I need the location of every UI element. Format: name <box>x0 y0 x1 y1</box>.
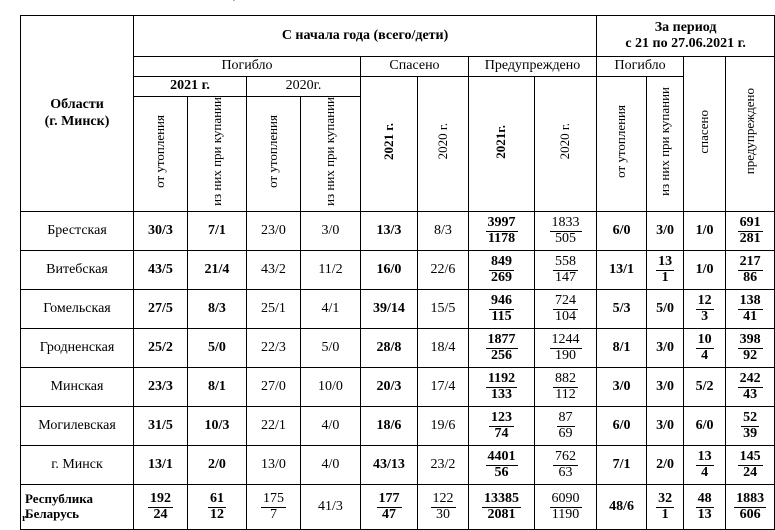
fraction <box>738 333 763 363</box>
fraction <box>486 450 518 480</box>
fraction-denominator: 74 <box>494 426 509 441</box>
period-prevented-cell <box>726 407 775 446</box>
saved-2021-cell: 28/8 <box>361 329 418 368</box>
fraction-numerator: 762 <box>555 449 577 465</box>
period-died-header: Погибло <box>597 57 684 77</box>
period-prevented-cell <box>726 368 775 407</box>
saved-2021-cell: 39/14 <box>361 290 418 329</box>
fraction-numerator: 849 <box>491 254 512 270</box>
died-2021-swim-cell: 7/1 <box>188 212 247 251</box>
died-2021-swim-cell: 5/0 <box>188 329 247 368</box>
fraction-numerator: 558 <box>555 254 577 270</box>
table-row <box>21 251 775 290</box>
period-drown-header: от утопления <box>597 77 647 212</box>
fraction <box>656 255 674 285</box>
period-saved-cell <box>684 485 726 530</box>
region-name: Республика Беларусь <box>21 485 134 530</box>
died-2020-cell: 22/3 <box>247 329 301 368</box>
fraction-denominator: 104 <box>555 309 577 324</box>
period-died-cell: 6/0 <box>597 407 647 446</box>
saved-2020-cell: 19/6 <box>418 407 469 446</box>
fraction <box>738 216 763 246</box>
fraction-numerator: 1877 <box>487 332 516 348</box>
prevented-2021-cell <box>469 212 535 251</box>
fraction <box>550 216 582 246</box>
table-row <box>21 212 775 251</box>
saved-2020-cell: 23/2 <box>418 446 469 485</box>
fraction-denominator: 63 <box>558 465 573 480</box>
fraction <box>550 492 582 522</box>
died-2020-swim-header: из них при купании <box>301 97 361 212</box>
fraction-numerator: 87 <box>558 410 573 426</box>
fraction <box>734 492 766 522</box>
fraction-numerator: 13385 <box>484 491 519 507</box>
fraction-denominator: 112 <box>555 387 576 402</box>
died-2020-cell: 23/0 <box>247 212 301 251</box>
fraction-denominator: 92 <box>743 348 758 363</box>
period-prevented-cell <box>726 446 775 485</box>
prevented-2020-cell <box>535 290 597 329</box>
fraction-denominator: 2081 <box>487 507 516 522</box>
region-name: Витебская <box>21 251 134 290</box>
died-2021-swim-cell: 21/4 <box>188 251 247 290</box>
top-mark: ` <box>232 0 236 10</box>
fraction <box>553 255 578 285</box>
table-row <box>21 368 775 407</box>
prevented-2021-cell <box>469 368 535 407</box>
fraction-numerator: 1244 <box>551 332 580 348</box>
fraction-denominator: 256 <box>491 348 512 363</box>
period-swim-cell: 2/0 <box>647 446 684 485</box>
period-saved-cell: 5/2 <box>684 368 726 407</box>
fraction-denominator: 1190 <box>551 507 580 522</box>
fraction-numerator: 217 <box>739 254 761 270</box>
fraction <box>738 450 763 480</box>
fraction-denominator: 47 <box>382 507 396 522</box>
period-prevented-cell <box>726 290 775 329</box>
fraction <box>557 411 575 441</box>
fraction-denominator: 1 <box>661 270 669 285</box>
saved-2021-cell: 43/13 <box>361 446 418 485</box>
drowning-statistics-table <box>20 15 775 530</box>
fraction-denominator: 56 <box>494 465 509 480</box>
period-died-cell: 7/1 <box>597 446 647 485</box>
fraction-numerator: 175 <box>263 491 284 507</box>
fraction-denominator: 24 <box>153 507 168 522</box>
fraction <box>738 294 763 324</box>
fraction <box>741 411 759 441</box>
region-name: Гродненская <box>21 329 134 368</box>
period-swim-cell: 3/0 <box>647 329 684 368</box>
fraction-numerator: 32 <box>658 491 673 507</box>
fraction-denominator: 30 <box>436 507 450 522</box>
died-2021-cell <box>134 485 188 530</box>
fraction-denominator: 13 <box>697 507 712 522</box>
period-saved-header: спасено <box>684 57 726 212</box>
saved-2021-cell <box>361 485 418 530</box>
fraction-numerator: 4401 <box>487 449 516 465</box>
died-2021-cell: 31/5 <box>134 407 188 446</box>
fraction-denominator: 147 <box>555 270 577 285</box>
died-2021-cell: 27/5 <box>134 290 188 329</box>
fraction-numerator: 242 <box>739 371 761 387</box>
period-saved-cell: 6/0 <box>684 407 726 446</box>
fraction-numerator: 1192 <box>487 371 516 387</box>
period-died-cell: 48/6 <box>597 485 647 530</box>
died-2021-swim-cell: 8/3 <box>188 290 247 329</box>
died-header: Погибло <box>134 57 361 77</box>
died-2020-cell: 22/1 <box>247 407 301 446</box>
prevented-2021-cell <box>469 290 535 329</box>
saved-2021-header: 2021 г. <box>361 77 418 212</box>
table-row <box>21 290 775 329</box>
region-name: Гомельская <box>21 290 134 329</box>
fraction <box>656 492 674 522</box>
stray-mark: r <box>22 513 27 524</box>
fraction <box>553 450 578 480</box>
period-swim-cell: 3/0 <box>647 368 684 407</box>
period-died-cell: 3/0 <box>597 368 647 407</box>
fraction-denominator: 24 <box>743 465 758 480</box>
fraction-denominator: 281 <box>739 231 761 246</box>
fraction <box>208 492 226 522</box>
died-2020-swim-cell: 4/1 <box>301 290 361 329</box>
died-2020-header: 2020г. <box>247 77 361 97</box>
died-2020-swim-cell: 5/0 <box>301 329 361 368</box>
died-2021-swim-cell: 2/0 <box>188 446 247 485</box>
fraction-denominator: 12 <box>210 507 224 522</box>
saved-2020-cell: 18/4 <box>418 329 469 368</box>
saved-2020-cell: 17/4 <box>418 368 469 407</box>
prevented-2021-cell <box>469 329 535 368</box>
died-2021-swim-cell <box>188 485 247 530</box>
prevented-2020-cell <box>535 329 597 368</box>
fraction-numerator: 177 <box>378 491 400 507</box>
period-died-cell: 13/1 <box>597 251 647 290</box>
fraction-numerator: 946 <box>491 293 512 309</box>
saved-2021-cell: 18/6 <box>361 407 418 446</box>
died-2020-swim-cell: 4/0 <box>301 446 361 485</box>
fraction-denominator: 190 <box>555 348 577 363</box>
fraction <box>696 333 714 363</box>
fraction-denominator: 4 <box>701 465 709 480</box>
period-saved-cell: 1/0 <box>684 212 726 251</box>
period-died-cell: 5/3 <box>597 290 647 329</box>
fraction-numerator: 1833 <box>551 215 580 231</box>
fraction <box>738 255 763 285</box>
died-2021-cell: 30/3 <box>134 212 188 251</box>
period-saved-cell <box>684 290 726 329</box>
died-2020-cell: 27/0 <box>247 368 301 407</box>
prevented-2020-cell <box>535 251 597 290</box>
fraction-denominator: 3 <box>701 309 709 324</box>
prevented-2021-cell <box>469 485 535 530</box>
fraction-denominator: 69 <box>558 426 573 441</box>
fraction <box>377 492 402 522</box>
died-2021-swim-header: из них при купании <box>188 97 247 212</box>
fraction-denominator: 43 <box>743 387 758 402</box>
prevented-2020-cell <box>535 368 597 407</box>
saved-2020-cell: 8/3 <box>418 212 469 251</box>
fraction <box>553 294 578 324</box>
period-saved-cell <box>684 329 726 368</box>
prevented-2021-header: 2021г. <box>469 77 535 212</box>
period-swim-cell: 3/0 <box>647 212 684 251</box>
fraction-numerator: 138 <box>739 293 761 309</box>
fraction-denominator: 41 <box>743 309 758 324</box>
period-saved-cell <box>684 446 726 485</box>
period-prevented-cell <box>726 212 775 251</box>
period-swim-cell <box>647 485 684 530</box>
saved-2020-cell <box>418 485 469 530</box>
died-2020-swim-cell: 3/0 <box>301 212 361 251</box>
died-2020-swim-cell: 10/0 <box>301 368 361 407</box>
region-name: Минская <box>21 368 134 407</box>
period-saved-cell: 1/0 <box>684 251 726 290</box>
fraction <box>489 255 514 285</box>
fraction-numerator: 882 <box>555 371 577 387</box>
region-name: Могилевская <box>21 407 134 446</box>
fraction-numerator: 48 <box>697 491 712 507</box>
saved-2020-cell: 22/6 <box>418 251 469 290</box>
fraction-denominator: 86 <box>743 270 758 285</box>
fraction-numerator: 1883 <box>736 491 765 507</box>
fraction <box>696 450 714 480</box>
fraction-numerator: 13 <box>658 254 673 270</box>
saved-header: Спасено <box>361 57 469 77</box>
died-2021-cell: 13/1 <box>134 446 188 485</box>
fraction-numerator: 61 <box>210 491 224 507</box>
died-2021-cell: 23/3 <box>134 368 188 407</box>
period-prevented-cell <box>726 251 775 290</box>
fraction <box>550 333 582 363</box>
fraction-denominator: 4 <box>701 348 709 363</box>
fraction <box>738 372 763 402</box>
fraction-denominator: 115 <box>491 309 512 324</box>
fraction-numerator: 52 <box>743 410 758 426</box>
fraction-denominator: 133 <box>490 387 512 402</box>
fraction-denominator: 606 <box>739 507 761 522</box>
saved-2020-cell: 15/5 <box>418 290 469 329</box>
fraction-denominator: 269 <box>491 270 512 285</box>
period-header: За период с 21 по 27.06.2021 г. <box>597 16 775 57</box>
died-2020-swim-cell: 41/3 <box>301 485 361 530</box>
fraction-denominator: 7 <box>270 507 277 522</box>
died-2021-cell: 43/5 <box>134 251 188 290</box>
prevented-2020-cell <box>535 407 597 446</box>
fraction-numerator: 691 <box>739 215 761 231</box>
period-swim-cell <box>647 251 684 290</box>
table-row <box>21 329 775 368</box>
fraction-denominator: 1 <box>661 507 669 522</box>
fraction <box>261 492 286 522</box>
fraction <box>489 294 514 324</box>
fraction-numerator: 398 <box>739 332 761 348</box>
fraction-denominator: 39 <box>743 426 758 441</box>
period-died-cell: 6/0 <box>597 212 647 251</box>
saved-2021-cell: 20/3 <box>361 368 418 407</box>
table-row <box>21 446 775 485</box>
region-header: Области (г. Минск) <box>21 16 134 212</box>
fraction-numerator: 145 <box>739 449 761 465</box>
saved-2021-cell: 16/0 <box>361 251 418 290</box>
died-2020-cell: 43/2 <box>247 251 301 290</box>
fraction-numerator: 192 <box>150 491 171 507</box>
period-swim-cell: 5/0 <box>647 290 684 329</box>
region-name: Брестская <box>21 212 134 251</box>
died-2020-drown-header: от утопления <box>247 97 301 212</box>
fraction <box>482 492 521 522</box>
saved-2020-header: 2020 г. <box>418 77 469 212</box>
fraction-denominator: 505 <box>555 231 577 246</box>
total-row <box>21 485 775 530</box>
since-year-header: С начала года (всего/дети) <box>134 16 597 57</box>
fraction <box>148 492 173 522</box>
fraction-numerator: 10 <box>697 332 712 348</box>
fraction-numerator: 123 <box>491 410 512 426</box>
fraction-numerator: 6090 <box>551 491 580 507</box>
fraction-numerator: 122 <box>432 491 454 507</box>
period-prevented-cell <box>726 329 775 368</box>
prevented-2021-cell <box>469 251 535 290</box>
prevented-2020-cell <box>535 485 597 530</box>
prevented-2020-cell <box>535 212 597 251</box>
fraction-numerator: 3997 <box>487 215 516 231</box>
period-prevented-cell <box>726 485 775 530</box>
period-swim-header: из них при купании <box>647 77 684 212</box>
period-died-cell: 8/1 <box>597 329 647 368</box>
region-name: г. Минск <box>21 446 134 485</box>
fraction-numerator: 12 <box>697 293 712 309</box>
fraction <box>431 492 456 522</box>
prevented-header: Предупреждено <box>469 57 597 77</box>
died-2020-cell: 13/0 <box>247 446 301 485</box>
period-swim-cell: 3/0 <box>647 407 684 446</box>
died-2021-swim-cell: 8/1 <box>188 368 247 407</box>
died-2021-drown-header: от утопления <box>134 97 188 212</box>
fraction <box>553 372 578 402</box>
fraction <box>696 294 714 324</box>
died-2020-cell <box>247 485 301 530</box>
fraction-numerator: 724 <box>555 293 577 309</box>
prevented-2020-cell <box>535 446 597 485</box>
saved-2021-cell: 13/3 <box>361 212 418 251</box>
fraction-denominator: 1178 <box>487 231 516 246</box>
fraction <box>486 216 518 246</box>
died-2020-swim-cell: 11/2 <box>301 251 361 290</box>
died-2021-swim-cell: 10/3 <box>188 407 247 446</box>
died-2020-cell: 25/1 <box>247 290 301 329</box>
fraction <box>486 372 517 402</box>
table-row <box>21 407 775 446</box>
fraction <box>696 492 714 522</box>
prevented-2021-cell <box>469 407 535 446</box>
period-prevented-header: предупреждено <box>726 57 775 212</box>
died-2020-swim-cell: 4/0 <box>301 407 361 446</box>
fraction <box>489 411 514 441</box>
fraction <box>486 333 518 363</box>
died-2021-header: 2021 г. <box>134 77 247 97</box>
died-2021-cell: 25/2 <box>134 329 188 368</box>
prevented-2020-header: 2020 г. <box>535 77 597 212</box>
prevented-2021-cell <box>469 446 535 485</box>
fraction-numerator: 13 <box>697 449 712 465</box>
